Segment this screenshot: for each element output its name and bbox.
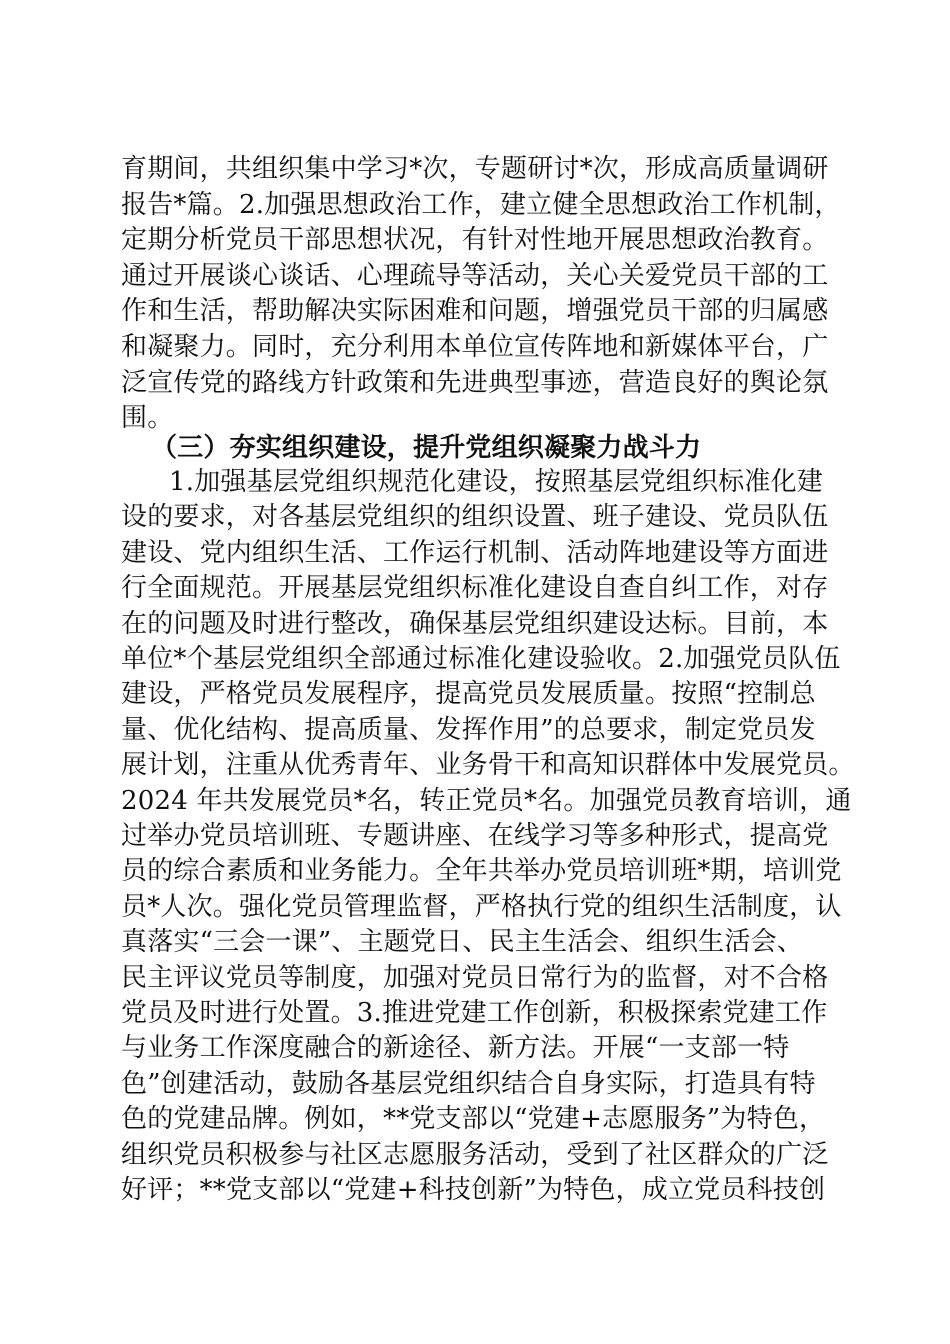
text-line: 行全面规范。开展基层党组织标准化建设自查自纠工作，对存 <box>121 573 829 604</box>
text-line: 员的综合素质和业务能力。全年共举办党员培训班*期，培训党 <box>121 856 842 887</box>
text-line: 2024 年共发展党员*名，转正党员*名。加强党员教育培训，通 <box>121 785 852 816</box>
text-line: 色”创建活动，鼓励各基层党组织结合自身实际，打造具有特 <box>121 1068 816 1099</box>
text-line: 和凝聚力。同时，充分利用本单位宣传阵地和新媒体平台，广 <box>121 332 829 362</box>
text-line: 党员及时进行处置。3.推进党建工作创新，积极探索党建工作 <box>121 998 828 1028</box>
text-line: 过举办党员培训班、专题讲座、在线学习等多种形式，提高党 <box>121 821 829 851</box>
text-line: 建设，严格党员发展程序，提高党员发展质量。按照“控制总 <box>121 679 816 710</box>
text-line: 在的问题及时进行整改，确保基层党组织建设达标。目前，本 <box>121 608 829 639</box>
section-heading: （三）夯实组织建设，提升党组织凝聚力战斗力 <box>151 433 702 463</box>
text-line: 好评；**党支部以“党建+科技创新”为特色，成立党员科技创 <box>121 1175 826 1205</box>
text-line: 通过开展谈心谈话、心理疏导等活动，关心关爱党员干部的工 <box>121 260 829 291</box>
text-line: 民主评议党员等制度，加强对党员日常行为的监督，对不合格 <box>121 962 829 993</box>
text-line: 定期分析党员干部思想状况，有针对性地开展思想政治教育。 <box>121 225 829 256</box>
text-line: 色的党建品牌。例如，**党支部以“党建+志愿服务”为特色， <box>121 1104 826 1135</box>
text-line: 展计划，注重从优秀青年、业务骨干和高知识群体中发展党员。 <box>121 750 855 781</box>
text-line: 员*人次。强化党员管理监督，严格执行党的组织生活制度，认 <box>121 891 842 922</box>
text-line: 与业务工作深度融合的新途径、新方法。开展“一支部一特 <box>121 1033 790 1064</box>
text-line: 量、优化结构、提高质量、发挥作用”的总要求，制定党员发 <box>121 714 816 745</box>
text-line: 作和生活，帮助解决实际困难和问题，增强党员干部的归属感 <box>121 296 829 327</box>
text-line: 组织党员积极参与社区志愿服务活动，受到了社区群众的广泛 <box>121 1139 829 1170</box>
text-line: 建设、党内组织生活、工作运行机制、活动阵地建设等方面进 <box>121 537 829 568</box>
text-line: 育期间，共组织集中学习*次，专题研讨*次，形成高质量调研 <box>121 154 829 184</box>
text-line: 单位*个基层党组织全部通过标准化建设验收。2.加强党员队伍 <box>121 644 841 674</box>
text-line: 围。 <box>121 403 174 434</box>
text-line: 设的要求，对各基层党组织的组织设置、班子建设、党员队伍 <box>121 502 829 533</box>
text-line: 泛宣传党的路线方针政策和先进典型事迹，营造良好的舆论氛 <box>121 367 829 398</box>
text-line: 真落实“三会一课”、主题党日、民主生活会、组织生活会、 <box>121 927 803 958</box>
text-line: 1.加强基层党组织规范化建设，按照基层党组织标准化建 <box>169 467 824 497</box>
text-line: 报告*篇。2.加强思想政治工作，建立健全思想政治工作机制， <box>121 189 841 220</box>
